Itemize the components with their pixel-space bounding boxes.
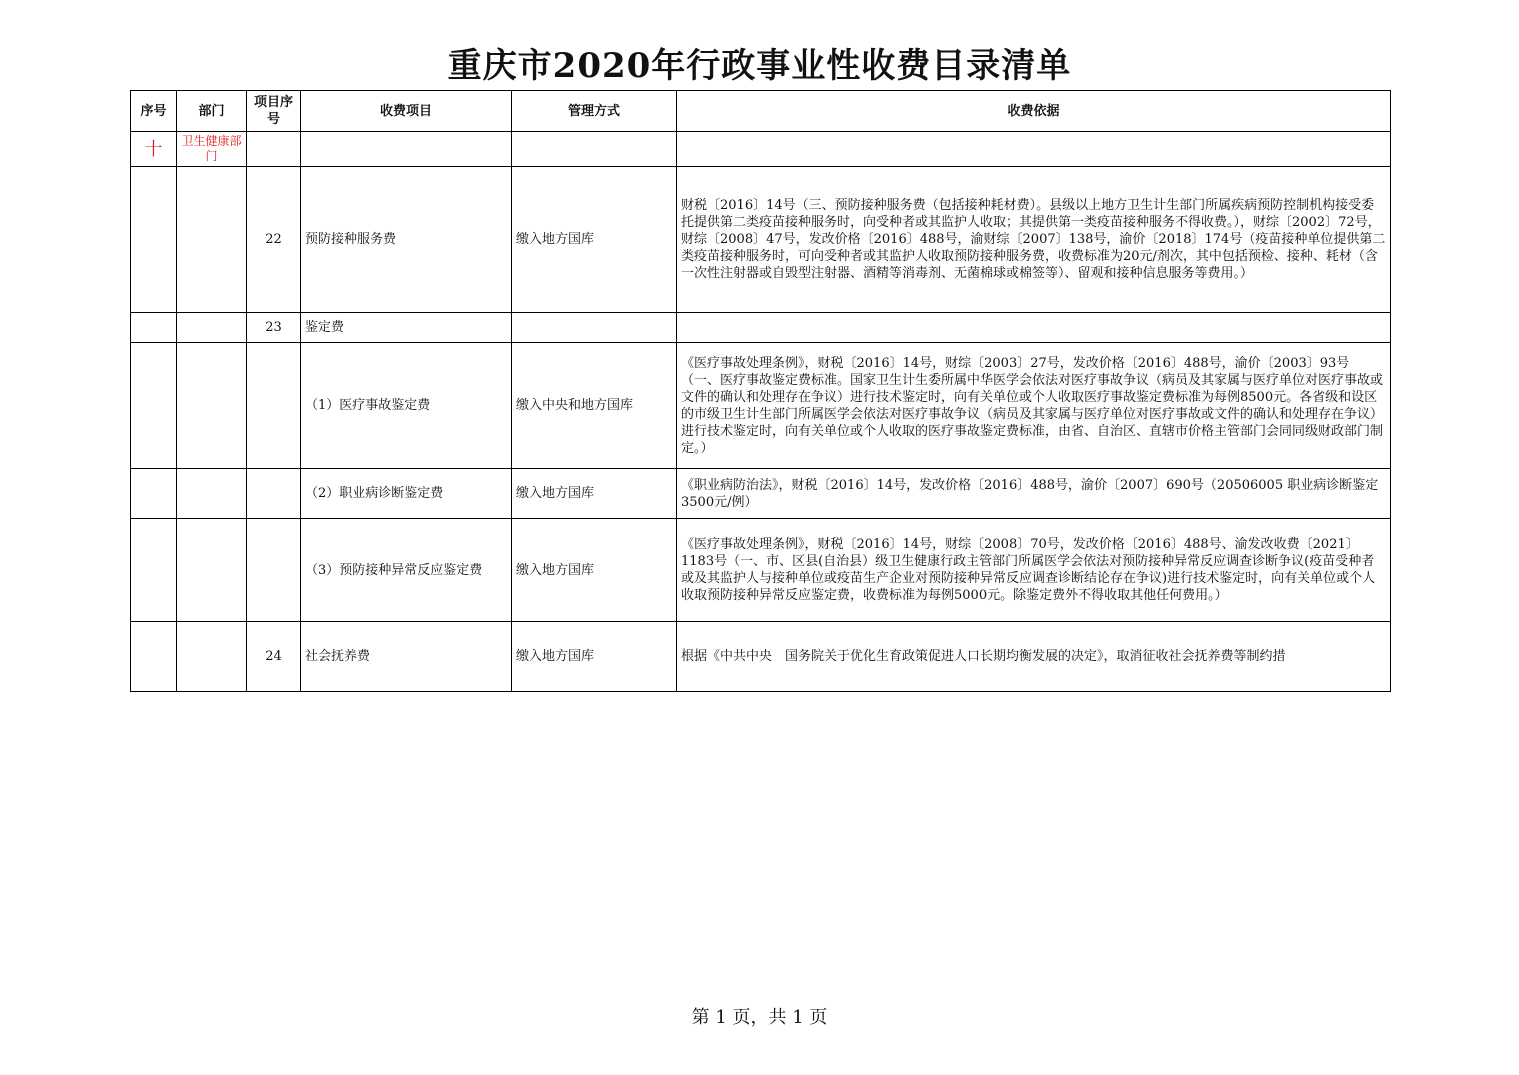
header-basis: 收费依据: [677, 91, 1391, 132]
row-item: （2）职业病诊断鉴定费: [301, 469, 512, 519]
row-item-no: [247, 469, 301, 519]
row-basis: 根据《中共中央 国务院关于优化生育政策促进人口长期均衡发展的决定》，取消征收社会抚养费等制约措: [677, 622, 1391, 692]
row-seq-cell: [131, 519, 177, 622]
fee-table: [130, 90, 1391, 692]
row-seq-cell: [131, 622, 177, 692]
row-item: 预防接种服务费: [301, 167, 512, 313]
table-row: [131, 519, 1391, 622]
section-empty-cell: [247, 132, 301, 167]
row-item: 鉴定费: [301, 313, 512, 343]
row-dept-cell: [177, 519, 247, 622]
table-row: [131, 469, 1391, 519]
section-empty-cell: [512, 132, 677, 167]
section-empty-cell: [301, 132, 512, 167]
row-basis: 《职业病防治法》，财税〔2016〕14号，发改价格〔2016〕488号，渝价〔2007〕690号（20506005 职业病诊断鉴定 3500元/例）: [677, 469, 1391, 519]
page-footer: 第 1 页，共 1 页: [691, 1007, 828, 1028]
row-dept-cell: [177, 167, 247, 313]
row-dept-cell: [177, 313, 247, 343]
row-management: 缴入地方国库: [512, 519, 677, 622]
header-dept: 部门: [177, 91, 247, 132]
row-seq-cell: [131, 469, 177, 519]
row-seq-cell: [131, 313, 177, 343]
header-item: 收费项目: [301, 91, 512, 132]
row-management: 缴入地方国库: [512, 469, 677, 519]
section-seq: 十: [131, 132, 177, 167]
row-management: [512, 313, 677, 343]
row-basis: 《医疗事故处理条例》，财税〔2016〕14号，财综〔2003〕27号，发改价格〔2016〕488号，渝价〔2003〕93号（一、医疗事故鉴定费标准。国家卫生计生委所属中华医学会依法对医疗事故争议（病员及其家属与医疗单位对医疗事故或文件的确认和处理存在争议）进行技术鉴定时，向有关单位或个人收取医疗事故鉴定费标准为每例8500元。各省级和设区的市级卫生计生部门所属医学会依法对医疗事故争议（病员及其家属与医疗单位对医疗事故或文件的确认和处理存在争议）进行技术鉴定时，向有关单位或个人收取的医疗事故鉴定费标准，由省、自治区、直辖市价格主管部门会同同级财政部门制定。）: [677, 343, 1391, 469]
row-management: 缴入地方国库: [512, 622, 677, 692]
header-seq: 序号: [131, 91, 177, 132]
page-title: 重庆市2020年行政事业性收费目录清单: [447, 46, 1072, 86]
row-item: （1）医疗事故鉴定费: [301, 343, 512, 469]
row-dept-cell: [177, 469, 247, 519]
row-seq-cell: [131, 167, 177, 313]
table-row: [131, 343, 1391, 469]
table-row: [131, 622, 1391, 692]
row-item: 社会抚养费: [301, 622, 512, 692]
table-row: [131, 167, 1391, 313]
section-row: [131, 132, 1391, 167]
row-basis: 财税〔2016〕14号（三、预防接种服务费（包括接种耗材费）。县级以上地方卫生计生部门所属疾病预防控制机构接受委托提供第二类疫苗接种服务时，向受种者或其监护人收取；其提供第一类疫苗接种服务不得收费。），财综〔2002〕72号，财综〔2008〕47号，发改价格〔2016〕488号，渝财综〔2007〕138号，渝价〔2018〕174号（疫苗接种单位提供第二类疫苗接种服务时，可向受种者或其监护人收取预防接种服务费，收费标准为20元/剂次，其中包括预检、接种、耗材（含一次性注射器或自毁型注射器、酒精等消毒剂、无菌棉球或棉签等）、留观和接种信息服务等费用。）: [677, 167, 1391, 313]
row-dept-cell: [177, 622, 247, 692]
table-header-row: [131, 91, 1391, 132]
row-dept-cell: [177, 343, 247, 469]
row-item-no: 23: [247, 313, 301, 343]
row-item-no: [247, 343, 301, 469]
row-management: 缴入中央和地方国库: [512, 343, 677, 469]
row-item-no: 24: [247, 622, 301, 692]
header-item-no: 项目序号: [247, 91, 301, 132]
row-item-no: [247, 519, 301, 622]
row-item-no: 22: [247, 167, 301, 313]
table-row: [131, 313, 1391, 343]
row-seq-cell: [131, 343, 177, 469]
header-management: 管理方式: [512, 91, 677, 132]
row-management: 缴入地方国库: [512, 167, 677, 313]
row-item: （3）预防接种异常反应鉴定费: [301, 519, 512, 622]
section-dept: 卫生健康部门: [177, 132, 247, 167]
row-basis: [677, 313, 1391, 343]
section-empty-cell: [677, 132, 1391, 167]
row-basis: 《医疗事故处理条例》，财税〔2016〕14号，财综〔2008〕70号，发改价格〔2016〕488号、渝发改收费〔2021〕1183号（一、市、区县(自治县）级卫生健康行政主管部门所属医学会依法对预防接种异常反应调查诊断争议(疫苗受种者或及其监护人与接种单位或疫苗生产企业对预防接种异常反应调查诊断结论存在争议)进行技术鉴定时，向有关单位或个人收取预防接种异常反应鉴定费，收费标准为每例5000元。除鉴定费外不得收取其他任何费用。）: [677, 519, 1391, 622]
